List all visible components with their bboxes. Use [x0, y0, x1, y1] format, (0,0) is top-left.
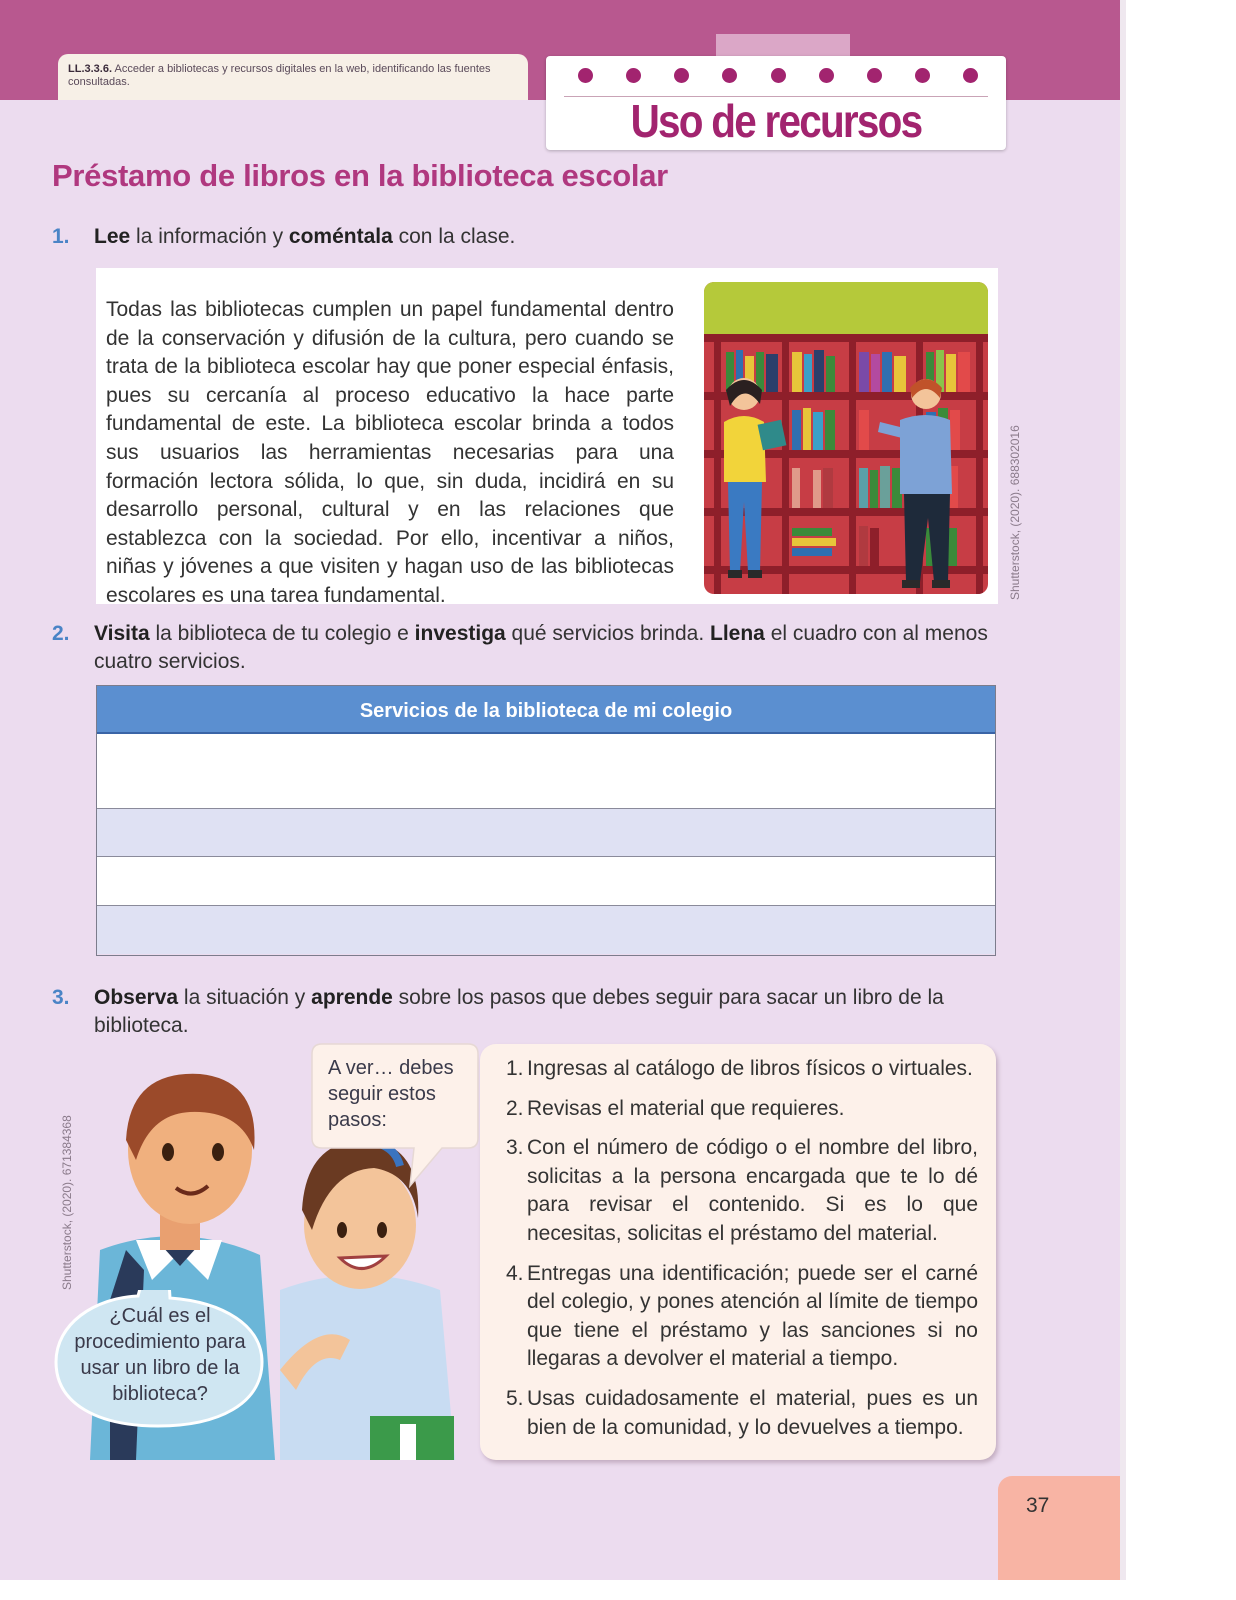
- info-paragraph: Todas las bibliotecas cumplen un papel fundamental dentro de la conservación y difusión de la cultura, pero cuando se trata de la biblioteca escolar hay que poner especial énfasis, pues su cercanía al proceso educativo la hace parte fundamental de este. La biblioteca escolar brinda a todos sus usuarios las herramientas necesarias para una formación lectora sólida, lo que, sin duda, incidirá en su desarrollo personal, cultural y en las relaciones que establezca con la sociedad. Por ello, incentivar a niños, niñas y jóvenes a que visiten y hagan uso de las bibliotecas escolares es una tarea fundamental.: [106, 298, 674, 607]
- banner-dot: [915, 68, 930, 83]
- banner-dot: [867, 68, 882, 83]
- task-text: con la clase.: [392, 225, 516, 248]
- step-text: Revisas el material que requieres.: [527, 1096, 845, 1120]
- task-verb: Observa: [94, 986, 179, 1009]
- banner-dot: [674, 68, 689, 83]
- bookshelf-image: [704, 282, 988, 594]
- banner-dot: [578, 68, 593, 83]
- banner-dot: [963, 68, 978, 83]
- table-row[interactable]: [97, 857, 995, 906]
- task-verb: Llena: [710, 622, 765, 645]
- image-credit: Shutterstock, (2020). 671384368: [60, 1115, 74, 1290]
- question-speech-text: ¿Cuál es el procedimiento para usar un libro de la biblioteca?: [74, 1305, 246, 1405]
- task-text: el cuadro con al menos: [764, 622, 988, 645]
- task-text: biblioteca.: [94, 1014, 189, 1037]
- steps-list: [506, 1055, 978, 1453]
- step-text: Con el número de código o el nombre del libro, solicitas a la persona encargada que te lo dé para revisar el contenido. Si es lo que necesitas, solicitas el préstamo del material.: [527, 1136, 978, 1245]
- task-3-instruction: [52, 984, 1002, 1040]
- step-number: 1.: [506, 1057, 524, 1080]
- step-text: Ingresas al catálogo de libros físicos o virtuales.: [527, 1057, 973, 1080]
- task-number: 2.: [52, 622, 70, 645]
- library-illustration: [704, 282, 988, 594]
- image-credit: Shutterstock, (2020). 688302016: [1008, 425, 1022, 600]
- step-number: 5.: [506, 1386, 524, 1410]
- skill-code: LL.3.3.6.: [68, 63, 113, 75]
- step-number: 4.: [506, 1261, 524, 1285]
- banner-dot: [722, 68, 737, 83]
- step-item: [506, 1385, 978, 1442]
- step-text: Usas cuidadosamente el material, pues es un bien de la comunidad, y lo devuelves a tiempo.: [527, 1386, 978, 1439]
- page-number: 37: [1026, 1494, 1050, 1517]
- skill-text: Acceder a bibliotecas y recursos digitales en la web, identificando las fuentes consultadas.: [68, 63, 491, 88]
- banner-tab: [716, 34, 850, 58]
- task-number: 3.: [52, 986, 70, 1009]
- task-text: cuatro servicios.: [94, 650, 246, 673]
- task-text: qué servicios brinda.: [505, 622, 710, 645]
- page-number-tab: [998, 1476, 1120, 1580]
- task-text: sobre los pasos que debes seguir para sacar un libro de la: [392, 986, 944, 1009]
- girl-character: [280, 1140, 455, 1460]
- step-number: 3.: [506, 1136, 524, 1160]
- table-row[interactable]: [97, 809, 995, 857]
- services-table: [96, 685, 996, 956]
- step-item: [506, 1260, 978, 1374]
- section-title: Uso de recursos: [630, 95, 922, 147]
- task-2-instruction: [52, 620, 1002, 676]
- banner-dots: [578, 68, 978, 83]
- banner-dot: [819, 68, 834, 83]
- page-edge: [1120, 0, 1126, 1580]
- task-text: la información y: [130, 225, 289, 248]
- task-text: la biblioteca de tu colegio e: [149, 622, 415, 645]
- task-verb: Lee: [94, 225, 131, 248]
- task-verb: aprende: [311, 986, 393, 1009]
- table-row[interactable]: [97, 734, 995, 809]
- lesson-title: Préstamo de libros en la biblioteca escolar: [52, 158, 668, 193]
- step-item: [506, 1095, 978, 1124]
- task-number: 1.: [52, 225, 70, 248]
- step-text: Entregas una identificación; puede ser el carné del colegio, y pones atención al límite de tiempo que tiene el préstamo y las sanciones si no llegaras a devolver el material a tiempo.: [527, 1261, 978, 1371]
- task-verb: coméntala: [288, 225, 393, 248]
- task-text: la situación y: [178, 986, 312, 1009]
- step-number: 2.: [506, 1096, 524, 1120]
- step-item: [506, 1134, 978, 1248]
- table-header: Servicios de la biblioteca de mi colegio: [97, 686, 995, 734]
- banner-dot: [626, 68, 641, 83]
- answer-speech-text: A ver… debes seguir estos pasos:: [328, 1057, 454, 1131]
- step-item: [506, 1055, 978, 1084]
- table-row[interactable]: [97, 906, 995, 954]
- task-verb: Visita: [94, 622, 150, 645]
- banner-dot: [771, 68, 786, 83]
- task-1-instruction: [52, 223, 515, 251]
- skill-indicator-box: [58, 54, 528, 100]
- task-verb: investiga: [414, 622, 506, 645]
- section-banner: [546, 56, 1006, 150]
